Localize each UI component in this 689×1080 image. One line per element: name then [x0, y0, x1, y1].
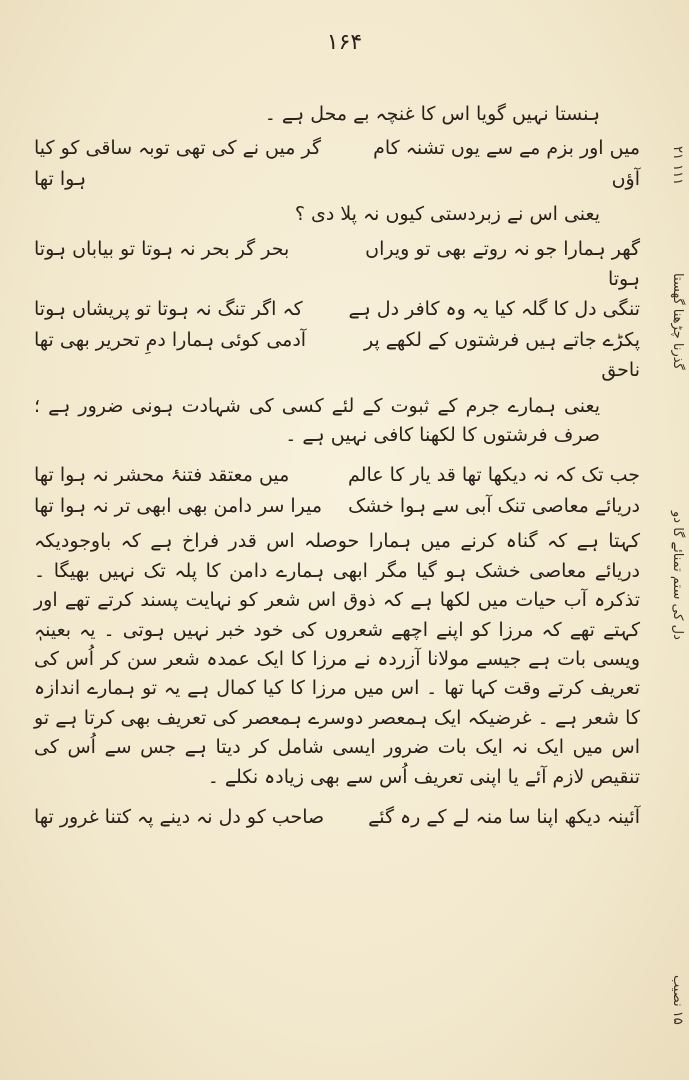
- margin-note: دل کی ستم تمنائے گا دو: [670, 511, 685, 640]
- second-hemistich: میرا سر دامن بھی ابھی تر نہ ہوا تھا: [34, 494, 323, 517]
- couplet-block: [34, 234, 640, 386]
- commentary-paragraph: یعنی اس نے زبردستی کیوں نہ پلا دی ؟: [294, 203, 600, 226]
- second-hemistich: آدمی کوئی ہمارا دمِ تحریر بھی تھا: [34, 328, 307, 351]
- couplet: [34, 325, 640, 386]
- couplet: [34, 802, 640, 832]
- first-hemistich: تنگی دل کا گلہ کیا یہ وہ کافر دل ہے: [348, 298, 640, 321]
- second-hemistich: صاحب کو دل نہ دینے پہ کتنا غرور تھا: [34, 806, 325, 829]
- couplet-block: [34, 802, 640, 832]
- couplet: [34, 491, 640, 521]
- first-hemistich: گھر ہمارا جو نہ روتے بھی تو ویراں ہوتا: [365, 237, 640, 291]
- second-hemistich: بحر گر بحر نہ ہوتا تو بیاباں ہوتا: [34, 237, 290, 260]
- commentary-paragraph: ہنستا نہیں گویا اس کا غنچہ بے محل ہے ۔: [264, 103, 600, 125]
- commentary-paragraph: یعنی ہمارے جرم کے ثبوت کے لئے کسی کی شہادت ہونی ضرور ہے ؛ صرف فرشتوں کا لکھنا کافی نہیں ہے ۔: [34, 394, 600, 447]
- page-number: ۱۶۴: [326, 30, 363, 55]
- couplet: [34, 460, 640, 490]
- second-hemistich: میں معتقد فتنۂ محشر نہ ہوا تھا: [34, 464, 290, 487]
- couplet: [34, 294, 640, 324]
- first-hemistich: جب تک کہ نہ دیکھا تھا قد یار کا عالم: [348, 464, 640, 487]
- margin-note: ۱۵ نصیب: [670, 975, 685, 1025]
- second-hemistich: گر میں نے کی تھی توبہ ساقی کو کیا ہوا تھا: [34, 137, 321, 190]
- couplet-block: [34, 133, 640, 194]
- margin-note: گذرنا چڑھنا گھستا: [670, 273, 685, 370]
- margin-note: ۱۱۱ ۲۱: [670, 145, 685, 185]
- second-hemistich: کہ اگر تنگ نہ ہوتا تو پریشاں ہوتا: [34, 298, 303, 321]
- couplet: [34, 234, 640, 295]
- first-hemistich: میں اور بزم مے سے یوں تشنہ کام آؤں: [373, 137, 640, 190]
- couplet-block: [34, 460, 640, 521]
- couplet: [34, 133, 640, 194]
- first-hemistich: پکڑے جاتے ہیں فرشتوں کے لکھے پر ناحق: [363, 328, 640, 382]
- first-hemistich: دریائے معاصی تنک آبی سے ہوا خشک: [348, 494, 640, 517]
- page-body: [34, 100, 640, 839]
- first-hemistich: آئینہ دیکھ اپنا سا منہ لے کے رہ گئے: [368, 806, 640, 829]
- commentary-paragraph: کہتا ہے کہ گناہ کرنے میں ہمارا حوصلہ اس قدر فراخ ہے کہ باوجودیکہ دریائے معاصی خشک ہو گیا مگر ابھی ہمارے دامن کا پلہ تک نہیں بھیگا ۔ تذکرہ آب حیات میں لکھا ہے کہ ذوق اس شعر کو نہایت پسند کرتے تھے اور کہتے تھے کہ مرزا کو اپنے اچھے شعروں کی خود خبر نہیں ہوتی ۔ یہ بعینہٖ ویسی بات ہے جیسے مولانا آزردہ نے مرزا کا ایک عمدہ شعر سن کر اُس کی تعریف کرتے وقت کہا تھا ۔ اس میں مرزا کا کیا کمال ہے یہ تو ہمارے اندازہ کا شعر ہے ۔ غرضیکہ ایک ہمعصر دوسرے ہمعصر کی تعریف بھی کرتا ہے تو اس میں ایک نہ ایک بات ضرور ایسی شامل کر دیتا ہے جس سے اُس کی تنقیص لازم آئے یا اپنی تعریف اُس سے بھی زیادہ نکلے ۔: [34, 530, 640, 788]
